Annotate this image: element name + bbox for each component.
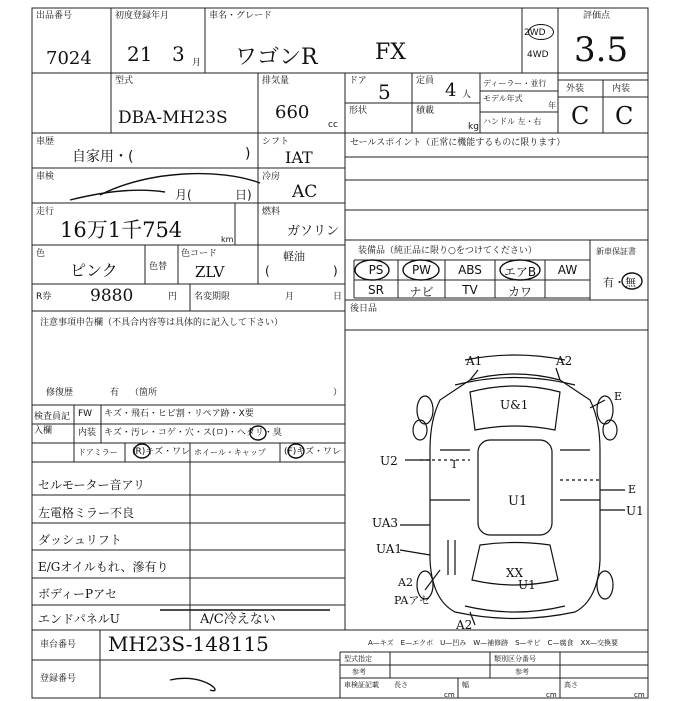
interior-check-items: キズ・汚レ・コゲ・穴・ス(ロ)・ヘタリ・臭 <box>104 428 282 438</box>
fw-items: キズ・飛石・ヒビ割・リペア跡・X要 <box>104 409 254 419</box>
new-warranty-value: 有・無 <box>603 276 636 289</box>
first-reg-month-unit: 月 <box>192 58 202 68</box>
caution-label: 注意事項申告欄（不具合内容等は具体的に記入して下さい） <box>40 318 284 328</box>
mark-a2-bottom: A2 <box>456 618 473 632</box>
equip-sr: SR <box>368 283 384 297</box>
lot-number: 7024 <box>46 48 92 69</box>
name-change-day: 日 <box>333 292 343 302</box>
interior-label: 内装 <box>612 84 631 94</box>
note-1: セルモーター音アリ <box>38 478 146 492</box>
mark-u1-right: U1 <box>626 504 644 518</box>
after-items-label: 後日品 <box>350 304 378 314</box>
mileage-value: 16万1千754 <box>60 218 183 242</box>
inspection-month: 月( <box>175 188 192 202</box>
mark-rear-xx: XX <box>506 566 524 580</box>
car-name: ワゴンR <box>235 45 318 70</box>
reference-label-1: 参考 <box>352 668 366 676</box>
height-cm: cm <box>634 691 645 699</box>
shape-label: 形状 <box>349 106 368 116</box>
length-label: 長さ <box>394 681 408 689</box>
fuel-label: 燃料 <box>262 207 281 217</box>
score-value: 3.5 <box>574 30 629 70</box>
equip-leather: カワ <box>507 285 532 299</box>
equip-abs: ABS <box>458 263 482 277</box>
doors-value: 5 <box>378 80 391 104</box>
new-warranty-label: 新車保証書 <box>596 247 636 256</box>
color-code-label: 色コード <box>181 249 218 259</box>
mark-roof: U1 <box>508 494 528 509</box>
type-designation-label: 型式指定 <box>344 655 372 663</box>
wheelcap-items: (F)キズ・ワレ <box>284 447 342 457</box>
cc-unit: cc <box>328 120 338 130</box>
capacity-label: 定員 <box>416 76 435 86</box>
car-history-value: 自家用・( <box>72 149 134 165</box>
ac-note: A/C冷えない <box>200 612 276 627</box>
interior-grade: C <box>615 102 634 130</box>
fuel-light-oil: 軽油 <box>283 250 305 263</box>
first-reg-label: 初度登録年月 <box>115 11 170 21</box>
drive-4wd: 4WD <box>527 50 549 60</box>
mileage-label: 走行 <box>36 207 55 217</box>
chassis-label: 車台番号 <box>40 640 77 650</box>
mirror-label: ドアミラー <box>78 448 118 457</box>
inspector-label: 検査員記入欄 <box>34 412 71 436</box>
mark-pa-note: PAアセ <box>394 594 431 607</box>
mark-a1-front-left: A1 <box>466 354 483 368</box>
inspection-day: 日) <box>235 188 252 202</box>
recycle-value: 9880 <box>90 286 134 306</box>
color-label: 色 <box>36 249 46 259</box>
fuel-paren-close: ) <box>333 264 338 278</box>
damage-legend: A—キズ E—エクボ U—凹み W—補修跡 S—サビ C—腐食 XX—交換要 <box>368 639 619 647</box>
shift-value: IAT <box>285 148 313 167</box>
inspection-label: 車検 <box>36 172 55 182</box>
equip-aw: AW <box>557 263 578 277</box>
load-label: 積載 <box>416 106 435 116</box>
note-5: ボディーPアセ <box>38 587 117 601</box>
mark-e-top-right: E <box>614 390 623 403</box>
width-label: 幅 <box>462 681 469 689</box>
repair-label: 修復歴 <box>46 388 74 398</box>
repair-paren: （箇所 <box>130 388 158 398</box>
mark-windshield: U&1 <box>500 398 529 412</box>
sales-point-label: セールスポイント（正常に機能するものに限ります） <box>350 138 566 148</box>
first-reg-year: 21 <box>127 42 153 66</box>
exterior-label: 外装 <box>566 84 585 94</box>
mark-ua1-left: UA1 <box>376 542 403 556</box>
name-change-label: 名変期限 <box>194 292 231 302</box>
first-reg-month: 3 <box>172 42 185 66</box>
km-unit: km <box>221 235 234 244</box>
reference-label-2: 参考 <box>515 668 529 676</box>
person-unit: 人 <box>462 90 472 100</box>
recycle-label: R券 <box>36 292 52 302</box>
displacement-label: 排気量 <box>262 76 290 86</box>
mark-e-right: E <box>628 483 637 496</box>
mark-a2-pa: A2 <box>398 576 413 589</box>
model-year-label: モデル年式 <box>483 94 523 103</box>
mark-u2-left: U2 <box>380 454 398 468</box>
inspection-cert-label: 車検証記載 <box>344 681 379 689</box>
equipment-label: 装備品（純正品に限り○をつけてください） <box>358 246 537 256</box>
car-grade: FX <box>375 40 406 65</box>
name-change-month: 月 <box>285 292 295 302</box>
color-code: ZLV <box>195 263 225 281</box>
car-history-close: ) <box>245 146 251 162</box>
dealer-label: ディーラー・並行 <box>483 79 547 88</box>
model-code: DBA-MH23S <box>118 108 228 128</box>
handle-label: ハンドル 左・右 <box>483 117 542 126</box>
registration-label: 登録番号 <box>40 674 77 684</box>
chassis-number: MH23S-148115 <box>108 632 269 656</box>
equip-tv: TV <box>462 283 478 297</box>
height-label: 高さ <box>564 681 578 689</box>
note-6: エンドパネルU <box>38 612 120 626</box>
equip-pw: PW <box>411 263 432 277</box>
mark-rear-u1: U1 <box>518 578 536 592</box>
exterior-grade: C <box>571 102 590 130</box>
color-value: ピンク <box>70 261 118 280</box>
drive-2wd: 2WD <box>524 28 546 38</box>
equip-ps: PS <box>368 263 384 277</box>
car-history-label: 車歴 <box>36 137 55 147</box>
equip-airbag: エアB <box>503 265 537 279</box>
score-label: 評価点 <box>583 11 611 21</box>
mirror-items: (R)キズ・ワレ <box>132 447 191 457</box>
repair-close: ） <box>333 388 343 398</box>
color-change-label: 色替 <box>149 262 168 272</box>
shift-label: シフト <box>262 137 290 147</box>
repair-value: 有 <box>110 388 120 398</box>
displacement-value: 660 <box>275 102 310 123</box>
drive-2wd-circle <box>528 24 554 40</box>
wheelcap-label: ホイール・キャップ <box>194 448 266 457</box>
ac-value: AC <box>292 182 318 202</box>
fuel-value: ガソリン <box>287 224 340 239</box>
mark-ua3-left: UA3 <box>372 516 399 530</box>
equip-navi: ナビ <box>409 285 434 299</box>
doors-label: ドア <box>349 76 367 86</box>
kg-unit: kg <box>468 122 479 132</box>
fw-label: FW <box>78 409 93 419</box>
capacity-value: 4 <box>445 80 457 101</box>
width-cm: cm <box>546 691 557 699</box>
mark-a2-front-right: A2 <box>556 354 573 368</box>
note-3: ダッシュリフト <box>38 533 122 547</box>
model-label: 型式 <box>115 76 134 86</box>
interior-check-label: 内装 <box>78 428 97 438</box>
class-number-label: 類別区分番号 <box>494 655 536 663</box>
yen-unit: 円 <box>168 292 178 302</box>
note-4: E/Gオイルもれ、滲有り <box>38 560 169 574</box>
model-year-unit: 年 <box>548 101 556 110</box>
note-2: 左電格ミラー不良 <box>38 506 135 520</box>
ac-label: 冷房 <box>262 172 281 182</box>
car-name-label: 車名・グレード <box>209 11 273 21</box>
length-cm: cm <box>444 691 455 699</box>
mark-i-left: I <box>452 458 457 471</box>
car-diagram <box>400 355 625 625</box>
fuel-paren-open: ( <box>265 264 270 278</box>
lot-label: 出品番号 <box>36 11 73 21</box>
